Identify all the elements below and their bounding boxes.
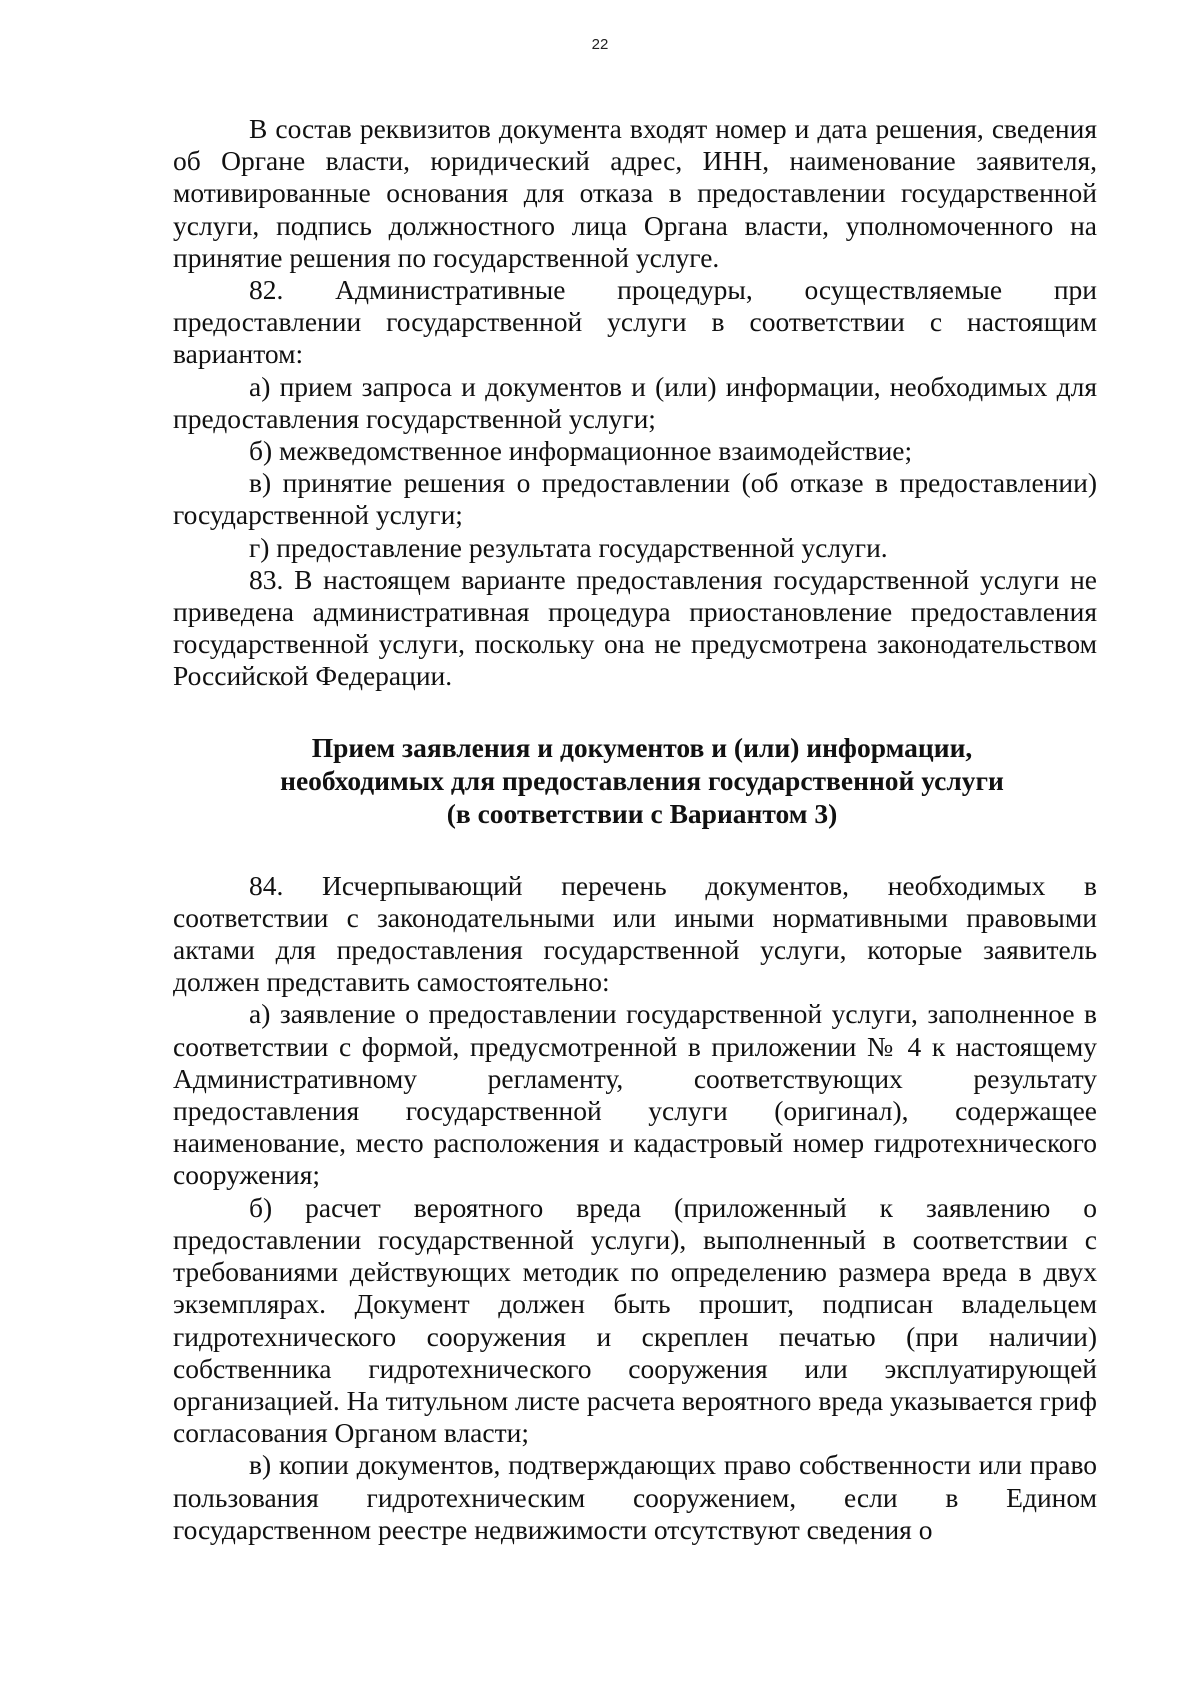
section-heading — [173, 731, 1097, 830]
paragraph-requisites: В состав реквизитов документа входят номер и дата решения, сведения об Органе власти, юридический адрес, ИНН, наименование заявителя, мотивированные основания для отказа в предоставлении государственной услуги, подпись должностного лица Органа власти, уполномоченного на принятие решения по государственной услуге. — [173, 113, 1097, 273]
list-item-84-b: б) расчет вероятного вреда (приложенный к заявлению о предоставлении государственной услуги), выполненный в соответствии с требованиями действующих методик по определению размера вреда в двух экземплярах. Документ должен быть прошит, подписан владельцем гидротехнического сооружения и скреплен печатью (при наличии) собственника гидротехнического сооружения или эксплуатирующей организацией. На титульном листе расчета вероятного вреда указывается гриф согласования Органом власти; — [173, 1191, 1097, 1449]
paragraph-84: 84. Исчерпывающий перечень документов, необходимых в соответствии с законодательными или иными нормативными правовыми актами для предоставления государственной услуги, которые заявитель должен представить самостоятельно: — [173, 869, 1097, 998]
list-item-v: в) принятие решения о предоставлении (об отказе в предоставлении) государственной услуги; — [173, 467, 1097, 531]
document-body — [173, 113, 1097, 1546]
list-item-84-a: а) заявление о предоставлении государственной услуги, заполненное в соответствии с формой, предусмотренной в приложении № 4 к настоящему Административному регламенту, соответствующих результату предоставления государственной услуги (оригинал), содержащее наименование, место расположения и кадастровый номер гидротехнического сооружения; — [173, 998, 1097, 1191]
list-item-g: г) предоставление результата государственной услуги. — [249, 531, 888, 563]
heading-line-2: необходимых для предоставления государственной услуги — [280, 764, 1004, 796]
list-item-a: а) прием запроса и документов и (или) информации, необходимых для предоставления государственной услуги; — [173, 370, 1097, 434]
heading-line-3: (в соответствии с Вариантом 3) — [446, 797, 838, 829]
list-item-b: б) межведомственное информационное взаимодействие; — [249, 435, 913, 467]
paragraph-83: 83. В настоящем варианте предоставления государственной услуги не приведена административная процедура приостановление предоставления государственной услуги, поскольку она не предусмотрена законодательством Российской Федерации. — [173, 563, 1097, 692]
heading-line-1: Прием заявления и документов и (или) информации, — [311, 731, 973, 763]
page-number: 22 — [591, 36, 609, 53]
list-item-84-v: в) копии документов, подтверждающих право собственности или право пользования гидротехническим сооружением, если в Едином государственном реестре недвижимости отсутствуют сведения о — [173, 1449, 1097, 1545]
paragraph-82: 82. Административные процедуры, осуществляемые при предоставлении государственной услуги в соответствии с настоящим вариантом: — [173, 274, 1097, 370]
